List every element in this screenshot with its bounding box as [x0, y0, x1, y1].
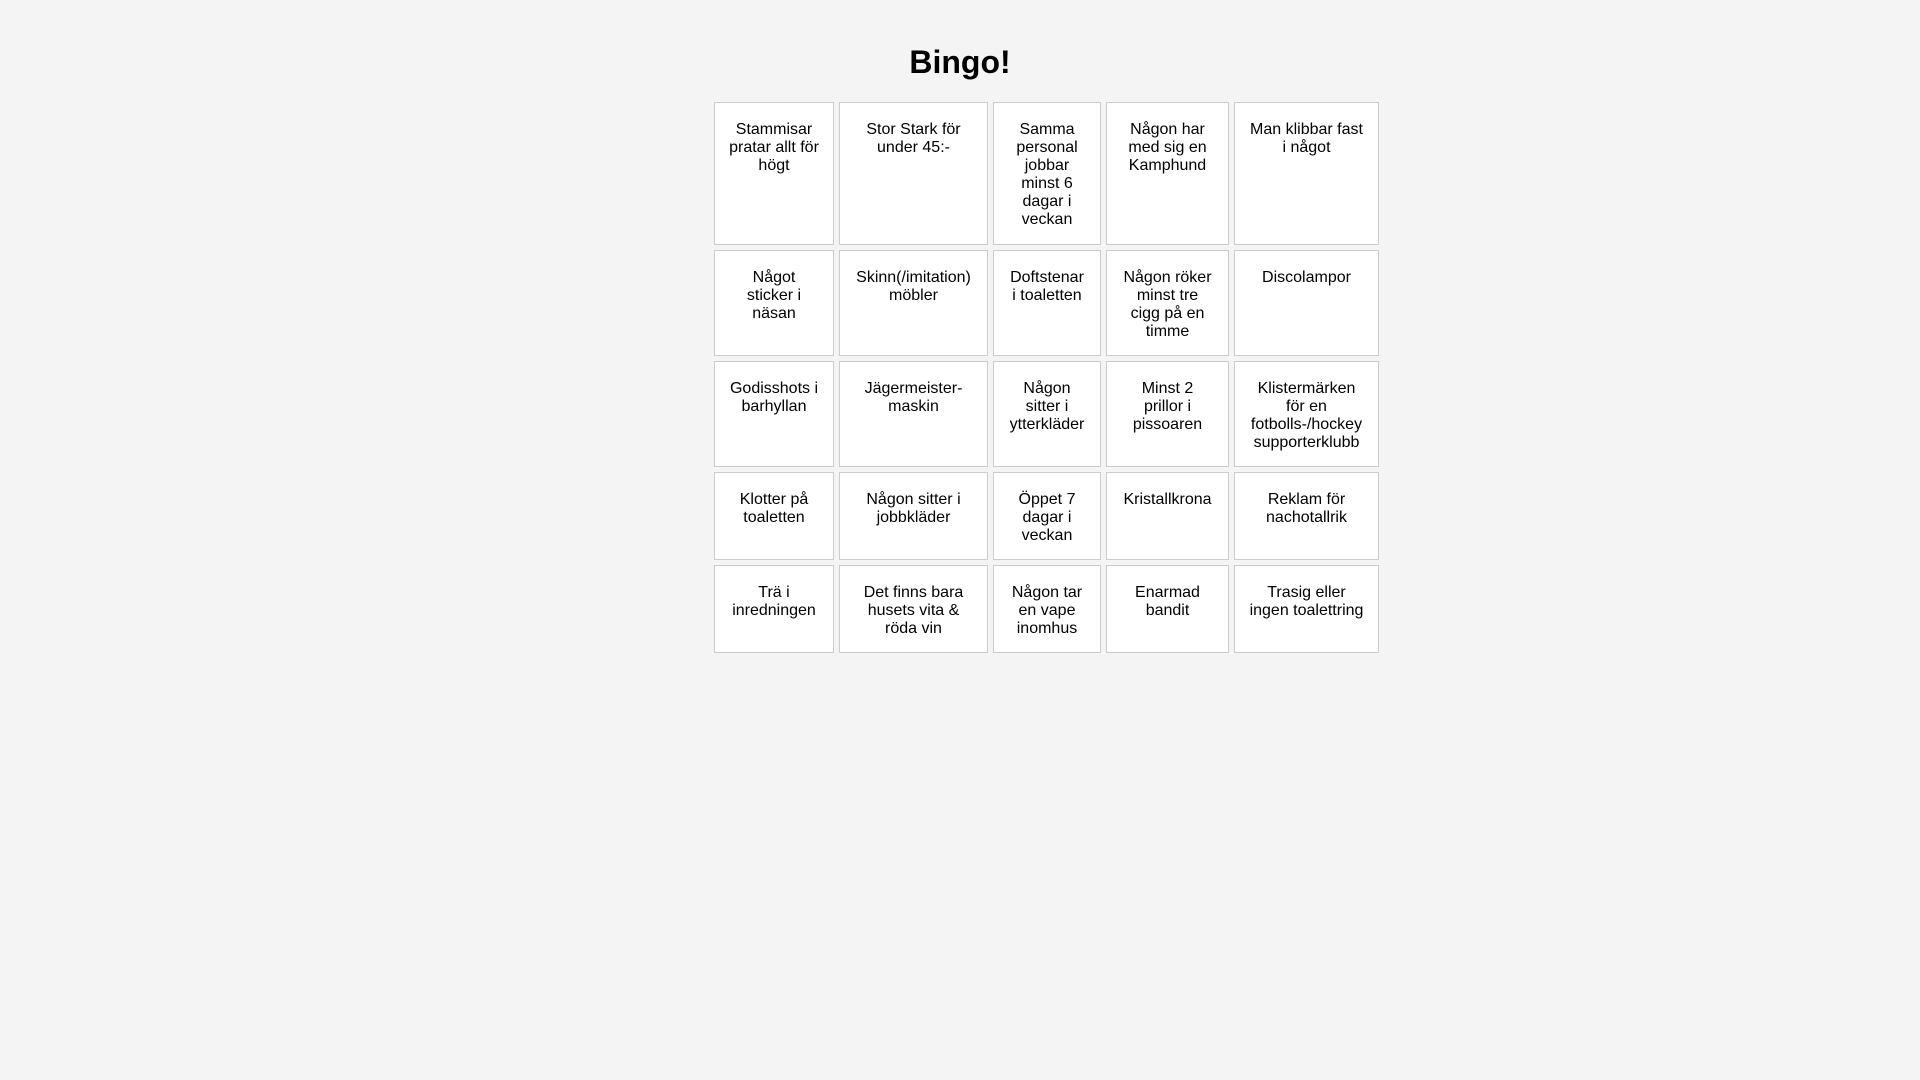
bingo-cell[interactable]: Stammisar pratar allt för högt [714, 102, 834, 245]
bingo-cell[interactable]: Trasig eller ingen toalettring [1234, 565, 1379, 653]
bingo-cell[interactable]: Discolampor [1234, 250, 1379, 356]
board-row [714, 361, 1379, 467]
bingo-cell[interactable]: Klistermärken för en fotbolls-/hockey supporterklubb [1234, 361, 1379, 467]
board-row [714, 250, 1379, 356]
bingo-cell[interactable]: Någon sitter i ytterkläder [993, 361, 1101, 467]
bingo-cell[interactable]: Någon har med sig en Kamphund [1106, 102, 1229, 245]
bingo-cell[interactable]: Någon röker minst tre cigg på en timme [1106, 250, 1229, 356]
bingo-cell[interactable]: Öppet 7 dagar i veckan [993, 472, 1101, 560]
bingo-cell[interactable]: Jägermeister-maskin [839, 361, 988, 467]
bingo-cell[interactable]: Reklam för nachotallrik [1234, 472, 1379, 560]
bingo-cell[interactable]: Enarmad bandit [1106, 565, 1229, 653]
bingo-cell[interactable]: Något sticker i näsan [714, 250, 834, 356]
board-row [714, 472, 1379, 560]
bingo-cell[interactable]: Doftstenar i toaletten [993, 250, 1101, 356]
bingo-cell[interactable]: Klotter på toaletten [714, 472, 834, 560]
bingo-board [709, 97, 1384, 658]
page-title: Bingo! [909, 44, 1011, 80]
bingo-cell[interactable]: Samma personal jobbar minst 6 dagar i veckan [993, 102, 1101, 245]
bingo-cell[interactable]: Man klibbar fast i något [1234, 102, 1379, 245]
bingo-cell[interactable]: Godisshots i barhyllan [714, 361, 834, 467]
board-row [714, 102, 1379, 245]
bingo-cell[interactable]: Skinn(/imitation) möbler [839, 250, 988, 356]
bingo-cell[interactable]: Trä i inredningen [714, 565, 834, 653]
bingo-cell[interactable]: Det finns bara husets vita & röda vin [839, 565, 988, 653]
bingo-cell[interactable]: Kristallkrona [1106, 472, 1229, 560]
bingo-cell[interactable]: Minst 2 prillor i pissoaren [1106, 361, 1229, 467]
board-row [714, 565, 1379, 653]
bingo-cell[interactable]: Någon sitter i jobbkläder [839, 472, 988, 560]
bingo-cell[interactable]: Någon tar en vape inomhus [993, 565, 1101, 653]
bingo-cell[interactable]: Stor Stark för under 45:- [839, 102, 988, 245]
